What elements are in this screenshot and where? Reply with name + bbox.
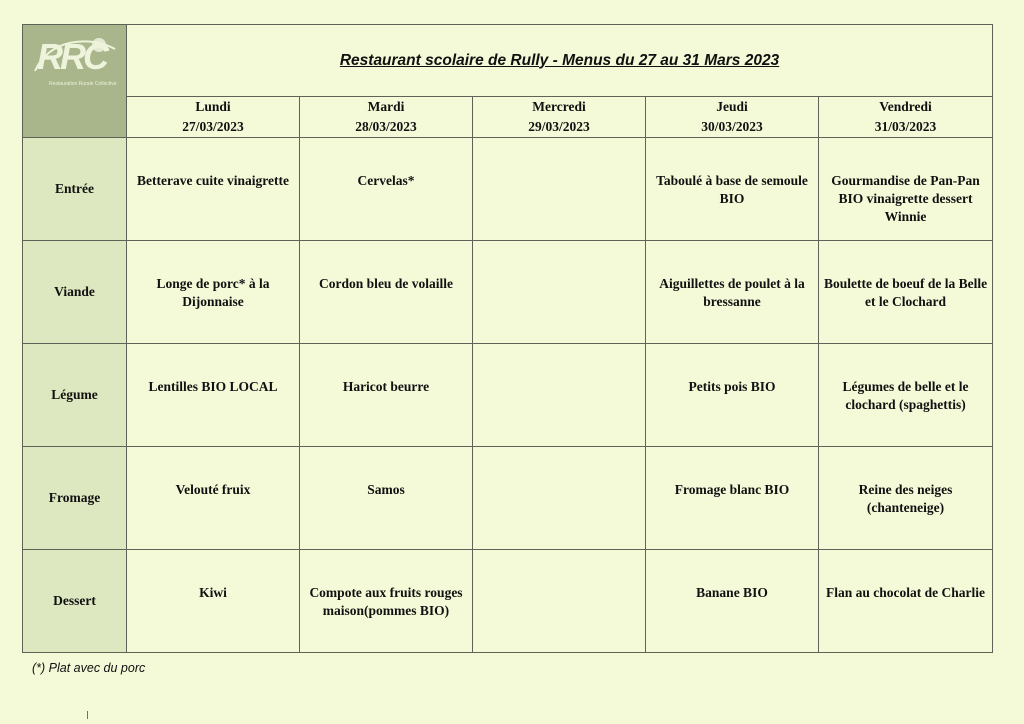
day-date: 30/03/2023 bbox=[701, 119, 763, 134]
menu-table bbox=[22, 24, 993, 653]
menu-row-viande bbox=[23, 241, 993, 344]
dish-cell bbox=[473, 550, 646, 653]
dish-cell: Aiguillettes de poulet à la bressanne bbox=[646, 241, 819, 344]
page-title: Restaurant scolaire de Rully - Menus du 27 au 31 Mars 2023 bbox=[127, 25, 993, 97]
day-name: Mercredi bbox=[532, 99, 586, 114]
dish-cell: Banane BIO bbox=[646, 550, 819, 653]
dish-cell: Cervelas* bbox=[300, 138, 473, 241]
logo-letters: RRC bbox=[37, 36, 106, 77]
menu-row-entree bbox=[23, 138, 993, 241]
title-row bbox=[23, 25, 993, 97]
menu-row-legume bbox=[23, 344, 993, 447]
dish-cell bbox=[473, 241, 646, 344]
dish-cell: Flan au chocolat de Charlie bbox=[819, 550, 993, 653]
row-label: Viande bbox=[23, 241, 127, 344]
dish-cell: Betterave cuite vinaigrette bbox=[127, 138, 300, 241]
row-label: Entrée bbox=[23, 138, 127, 241]
margin-mark bbox=[87, 711, 88, 719]
day-header bbox=[300, 97, 473, 138]
dish-cell: Longe de porc* à la Dijonnaise bbox=[127, 241, 300, 344]
day-date: 29/03/2023 bbox=[528, 119, 590, 134]
dish-cell: Velouté fruix bbox=[127, 447, 300, 550]
dish-cell: Samos bbox=[300, 447, 473, 550]
day-header bbox=[646, 97, 819, 138]
dish-cell bbox=[473, 344, 646, 447]
day-header bbox=[819, 97, 993, 138]
pork-footnote: (*) Plat avec du porc bbox=[32, 661, 146, 675]
day-date: 27/03/2023 bbox=[182, 119, 244, 134]
row-label: Fromage bbox=[23, 447, 127, 550]
dish-cell: Légumes de belle et le clochard (spaghettis) bbox=[819, 344, 993, 447]
day-date: 28/03/2023 bbox=[355, 119, 417, 134]
logo bbox=[23, 25, 127, 138]
dish-cell bbox=[473, 138, 646, 241]
dish-cell: Haricot beurre bbox=[300, 344, 473, 447]
day-name: Vendredi bbox=[879, 99, 932, 114]
logo-mark bbox=[29, 31, 121, 89]
row-label: Dessert bbox=[23, 550, 127, 653]
dish-cell: Petits pois BIO bbox=[646, 344, 819, 447]
dish-cell: Cordon bleu de volaille bbox=[300, 241, 473, 344]
day-header-row bbox=[23, 97, 993, 138]
dish-cell: Compote aux fruits rouges maison(pommes BIO) bbox=[300, 550, 473, 653]
dish-cell: Reine des neiges (chanteneige) bbox=[819, 447, 993, 550]
day-name: Lundi bbox=[195, 99, 231, 114]
dish-cell: Taboulé à base de semoule BIO bbox=[646, 138, 819, 241]
dish-cell bbox=[473, 447, 646, 550]
day-name: Mardi bbox=[367, 99, 405, 114]
dish-cell: Boulette de boeuf de la Belle et le Clochard bbox=[819, 241, 993, 344]
dish-cell: Gourmandise de Pan-Pan BIO vinaigrette dessert Winnie bbox=[819, 138, 993, 241]
day-header bbox=[473, 97, 646, 138]
day-date: 31/03/2023 bbox=[874, 119, 937, 134]
menu-row-fromage bbox=[23, 447, 993, 550]
row-label: Légume bbox=[23, 344, 127, 447]
dish-cell: Lentilles BIO LOCAL bbox=[127, 344, 300, 447]
logo-tagline: Restauration Rurale Collective bbox=[49, 81, 117, 87]
day-header bbox=[127, 97, 300, 138]
dish-cell: Kiwi bbox=[127, 550, 300, 653]
dish-cell: Fromage blanc BIO bbox=[646, 447, 819, 550]
menu-row-dessert bbox=[23, 550, 993, 653]
day-name: Jeudi bbox=[716, 99, 748, 114]
